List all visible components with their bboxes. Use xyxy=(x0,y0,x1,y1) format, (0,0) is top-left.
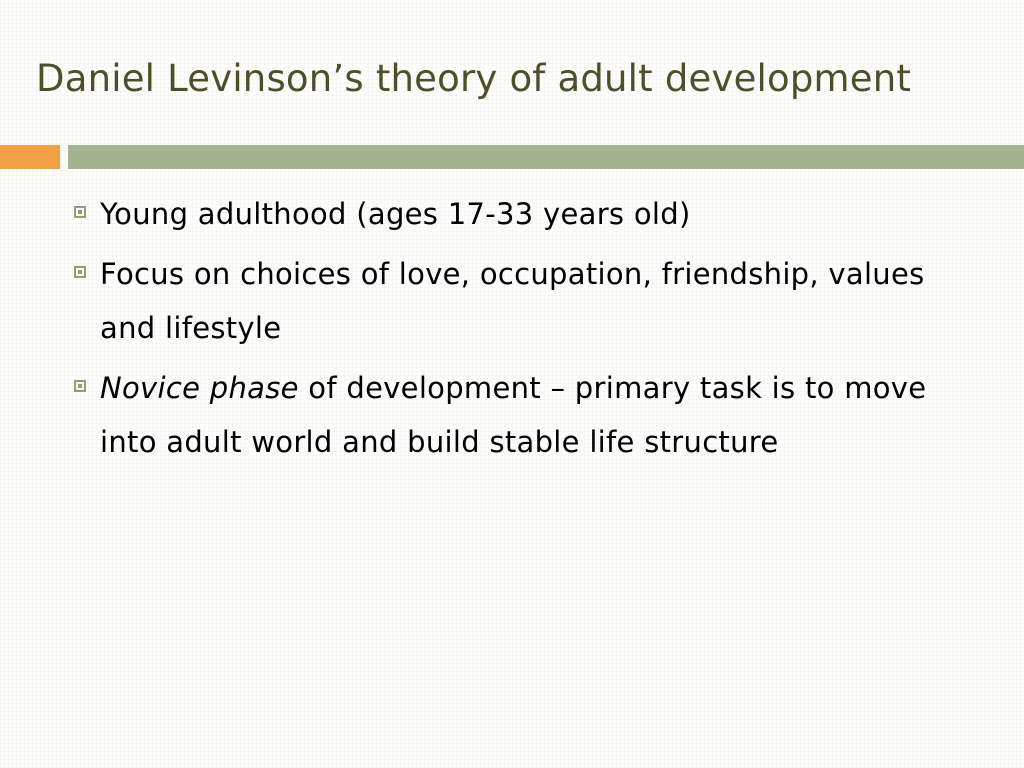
bullet-item-focus-choices xyxy=(72,247,972,355)
square-bullet-icon xyxy=(74,206,86,218)
bullet-item-novice-phase xyxy=(72,361,972,469)
accent-bar-green xyxy=(68,145,1024,169)
bullet-emphasis: Novice phase xyxy=(100,371,299,405)
bullet-text: of development – primary task is to move into adult world and build stable life structure xyxy=(100,371,927,459)
slide-title: Daniel Levinson’s theory of adult development xyxy=(36,57,912,100)
bullet-text: Focus on choices of love, occupation, friendship, values and lifestyle xyxy=(100,257,925,345)
accent-bar-orange xyxy=(0,145,60,169)
bullet-list xyxy=(72,187,972,475)
square-bullet-icon xyxy=(74,380,86,392)
bullet-text: Young adulthood (ages 17-33 years old) xyxy=(100,197,691,231)
square-bullet-icon xyxy=(74,266,86,278)
bullet-item-young-adulthood xyxy=(72,187,972,241)
